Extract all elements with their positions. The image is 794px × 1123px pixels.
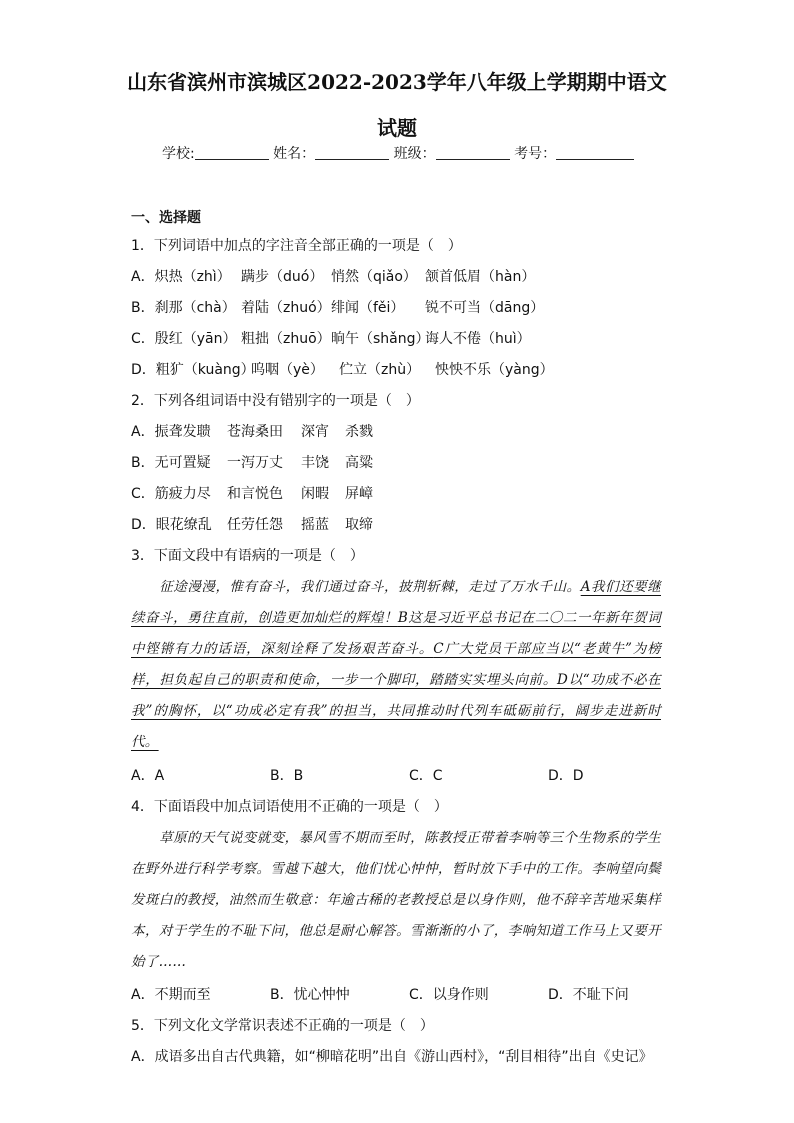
- option-text: 悄然（qiǎo）: [331, 269, 417, 285]
- option-text: 丰饶: [301, 455, 329, 471]
- question-4-option-c[interactable]: C．以身作则: [409, 987, 489, 1003]
- question-2-option-b[interactable]: [131, 452, 373, 472]
- class-label: 班级：: [393, 146, 436, 162]
- option-text: 高粱: [345, 455, 373, 471]
- option-text: C．筋疲力尽: [131, 486, 211, 502]
- section-heading: 一、选择题: [131, 210, 201, 226]
- exam-number-blank[interactable]: [556, 145, 634, 160]
- option-text: 诲人不倦（huì）: [425, 331, 531, 347]
- question-4-stem: 4．下面语段中加点词语使用不正确的一项是（ ）: [131, 799, 448, 815]
- question-3-stem: 3．下面文段中有语病的一项是（ ）: [131, 548, 364, 564]
- option-text: 取缔: [345, 517, 373, 533]
- passage-sentence-c: C广大党员干部应当以“老黄牛”为榜样，担负起自己的职责和使命，一步一个脚印，踏踏实实埋头向前。: [131, 641, 661, 688]
- question-4-option-a[interactable]: A．不期而至: [131, 987, 211, 1003]
- question-2-option-d[interactable]: [131, 514, 373, 534]
- option-text: 伫立（zhù）: [339, 362, 421, 378]
- passage-text: 征途漫漫，惟有奋斗，我们通过奋斗，披荆斩棘，走过了万水千山。: [159, 579, 581, 595]
- question-4-option-b[interactable]: B．忧心忡忡: [270, 987, 350, 1003]
- student-info-line: [162, 143, 634, 163]
- name-blank[interactable]: [315, 145, 389, 160]
- school-label: 学校:: [162, 146, 195, 162]
- passage-sentence-b: B这是习近平总书记在二〇二一年新年贺词中铿锵有力的话语，深刻诠释了发扬艰苦奋斗。: [131, 610, 662, 657]
- option-text: 蹒步（duó）: [241, 269, 324, 285]
- option-text: 和言悦色: [227, 486, 283, 502]
- option-text: 怏怏不乐（yàng）: [435, 362, 554, 378]
- question-3-option-b[interactable]: B．B: [270, 768, 304, 784]
- option-text: D．眼花缭乱: [131, 517, 212, 533]
- option-text: 闲暇: [301, 486, 329, 502]
- option-text: B．无可置疑: [131, 455, 211, 471]
- name-label: 姓名：: [273, 146, 316, 162]
- option-text: 摇蓝: [301, 517, 329, 533]
- option-text: D．粗犷（kuàng）: [131, 362, 255, 378]
- page-title-continued: 试题: [377, 116, 417, 140]
- question-2-option-a[interactable]: [131, 421, 373, 441]
- question-3-option-a[interactable]: A．A: [131, 768, 165, 784]
- question-3-passage: [131, 572, 661, 758]
- option-text: 锐不可当（dāng）: [425, 300, 545, 316]
- option-text: A．炽热（zhì）: [131, 269, 231, 285]
- option-text: 一泻万丈: [227, 455, 283, 471]
- option-text: 苍海桑田: [227, 424, 283, 440]
- question-3-option-c[interactable]: C．C: [409, 768, 443, 784]
- option-text: 杀戮: [345, 424, 373, 440]
- question-1-option-d[interactable]: [131, 359, 554, 379]
- option-text: 晌午（shǎng）: [331, 331, 430, 347]
- option-text: 颔首低眉（hàn）: [425, 269, 536, 285]
- passage-sentence-a: A我们还要继续奋斗，勇往直前，创造更加灿烂的辉煌！: [131, 579, 661, 626]
- question-2-stem: 2．下列各组词语中没有错别字的一项是（ ）: [131, 393, 420, 409]
- option-text: 呜咽（yè）: [251, 362, 324, 378]
- question-1-option-b[interactable]: [131, 297, 544, 317]
- question-5-option-a[interactable]: A．成语多出自古代典籍，如“柳暗花明”出自《游山西村》，“刮目相待”出自《史记》: [131, 1049, 653, 1065]
- school-blank[interactable]: [195, 145, 269, 160]
- question-1-stem: 1．下列词语中加点的字注音全部正确的一项是（ ）: [131, 238, 462, 254]
- exam-number-label: 考号：: [514, 146, 557, 162]
- option-text: 屏嶂: [345, 486, 373, 502]
- option-text: C．殷红（yān）: [131, 331, 237, 347]
- passage-text: 草原的天气说变就变，暴风雪不期而至时，陈教授正带着李响等三个生物系的学生在野外进行科学考察。雪越下越大，他们忧心忡忡，暂时放下手中的工作。李响望向鬓发斑白的教授，油然而生敬意：年逾古稀的老教授总是以身作则，他不辞辛苦地采集样本，对于学生的不耻下问，他总是耐心解答。雪渐渐的小了，李响知道工作马上又要开始了……: [131, 830, 661, 970]
- question-5-stem: 5．下列文化文学常识表述不正确的一项是（ ）: [131, 1018, 434, 1034]
- option-text: 绯闻（fěi）: [331, 300, 405, 316]
- option-text: A．振聋发聩: [131, 424, 211, 440]
- class-blank[interactable]: [436, 145, 510, 160]
- option-text: 粗拙（zhuō）: [241, 331, 331, 347]
- question-1-option-c[interactable]: [131, 328, 531, 348]
- question-1-option-a[interactable]: [131, 266, 535, 286]
- option-text: 着陆（zhuó）: [241, 300, 331, 316]
- option-text: 任劳任怨: [227, 517, 283, 533]
- page-title: 山东省滨州市滨城区2022-2023学年八年级上学期期中语文: [127, 70, 667, 94]
- question-3-option-d[interactable]: D．D: [548, 768, 584, 784]
- option-text: 深宵: [301, 424, 329, 440]
- question-4-option-d[interactable]: D．不耻下问: [548, 987, 629, 1003]
- question-4-passage: [131, 823, 661, 978]
- passage-sentence-d: D以“功成不必在我”的胸怀，以“功成必定有我”的担当，共同推动时代列车砥砺前行，阔步走进新时代。: [131, 672, 661, 750]
- option-text: B．刹那（chà）: [131, 300, 236, 316]
- question-2-option-c[interactable]: [131, 483, 373, 503]
